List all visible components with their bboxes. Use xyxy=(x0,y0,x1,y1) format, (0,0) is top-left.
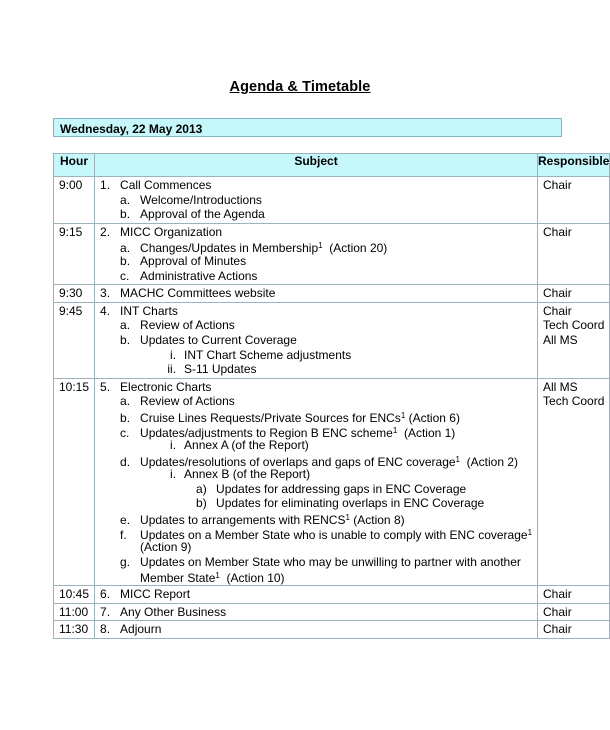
agenda-item xyxy=(100,453,532,468)
agenda-item xyxy=(100,348,532,363)
table-row xyxy=(54,621,610,639)
responsible-name: Chair xyxy=(543,622,572,637)
hour-cell: 9:45 xyxy=(54,302,95,378)
agenda-item xyxy=(100,482,532,497)
agenda-item xyxy=(100,511,532,526)
item-text: Approval of the Agenda xyxy=(140,207,265,222)
agenda-item xyxy=(100,304,532,319)
item-text: Updates on Member State who may be unwilling to partner with another xyxy=(140,554,521,569)
item-marker: c. xyxy=(120,425,130,440)
item-text: Any Other Business xyxy=(120,604,227,619)
item-text: MICC Report xyxy=(120,587,191,602)
item-marker: b. xyxy=(120,207,131,222)
header-hour: Hour xyxy=(54,154,95,177)
item-marker: 7. xyxy=(100,604,111,619)
item-marker: b. xyxy=(120,253,131,268)
footnote-mark: 1 xyxy=(215,571,220,581)
item-text: Member State xyxy=(140,571,216,586)
item-action: (Action 1) xyxy=(397,425,456,440)
agenda-item xyxy=(100,193,532,208)
footnote-mark: 1 xyxy=(527,527,533,537)
item-marker: b. xyxy=(120,410,131,425)
item-text: INT Chart Scheme adjustments xyxy=(184,347,352,362)
hour-cell: 11:00 xyxy=(54,603,95,621)
hour-cell: 9:30 xyxy=(54,285,95,303)
footnote-mark: 1 xyxy=(392,425,398,435)
agenda-item xyxy=(100,254,532,269)
agenda-item xyxy=(100,178,532,193)
item-marker: 2. xyxy=(100,224,111,239)
item-action: (Action 8) xyxy=(349,513,405,528)
table-row xyxy=(54,603,610,621)
item-text: MICC Organization xyxy=(120,224,223,239)
hour-cell: 10:45 xyxy=(54,586,95,604)
item-text: Updates for eliminating overlaps in ENC Coverage xyxy=(216,496,485,511)
agenda-item xyxy=(100,318,532,333)
table-header-row xyxy=(54,154,610,177)
footnote-mark: 1 xyxy=(345,513,350,523)
agenda-item xyxy=(100,587,532,602)
item-marker: 4. xyxy=(100,303,111,318)
subject-cell xyxy=(95,285,538,303)
document-title: Agenda & Timetable xyxy=(229,79,371,95)
responsible-cell xyxy=(538,603,610,621)
item-marker: a. xyxy=(120,192,131,207)
item-text: Call Commences xyxy=(120,178,212,192)
agenda-item xyxy=(100,555,532,570)
agenda-item xyxy=(100,333,532,348)
agenda-item xyxy=(100,424,532,439)
subject-cell xyxy=(95,378,538,585)
responsible-cell xyxy=(538,223,610,284)
footnote-mark: 1 xyxy=(400,410,406,420)
agenda-item xyxy=(100,225,532,240)
responsible-cell xyxy=(538,621,610,639)
item-marker: e. xyxy=(120,513,131,528)
item-text: Updates for addressing gaps in ENC Coverage xyxy=(216,481,467,496)
agenda-item xyxy=(100,467,532,482)
table-row xyxy=(54,177,610,224)
responsible-name: Chair xyxy=(543,604,572,619)
item-marker: b. xyxy=(120,332,131,347)
item-text: Updates on a Member State who is unable to comply with ENC coverage xyxy=(140,527,528,542)
agenda-item xyxy=(100,380,532,395)
hour-cell: 9:15 xyxy=(54,223,95,284)
responsible-cell xyxy=(538,177,610,224)
subject-cell xyxy=(95,177,538,224)
agenda-item xyxy=(100,605,532,620)
item-text: Updates to Current Coverage xyxy=(140,332,297,347)
item-marker: 5. xyxy=(100,379,111,394)
responsible-cell xyxy=(538,302,610,378)
hour-cell: 9:00 xyxy=(54,177,95,224)
footnote-mark: 1 xyxy=(455,454,460,464)
agenda-item xyxy=(100,569,532,584)
item-text: Review of Actions xyxy=(140,318,235,333)
item-marker: 3. xyxy=(100,286,111,301)
item-marker: c. xyxy=(120,268,130,283)
item-text: Annex B (of the Report) xyxy=(184,467,311,482)
date-text: Wednesday, 22 May 2013 xyxy=(60,122,203,136)
item-text: S-11 Updates xyxy=(184,362,257,377)
item-text: Updates/adjustments to Region B ENC scheme xyxy=(140,425,393,440)
agenda-item xyxy=(100,362,532,377)
responsible-cell xyxy=(538,285,610,303)
item-marker: i. xyxy=(170,438,177,453)
table-row xyxy=(54,223,610,284)
agenda-item xyxy=(100,239,532,254)
item-text: Cruise Lines Requests/Private Sources for ENCs xyxy=(140,410,401,425)
responsible-cell xyxy=(538,586,610,604)
item-marker: a. xyxy=(120,241,131,256)
item-marker: i. xyxy=(170,347,177,362)
responsible-name: All MS xyxy=(543,332,578,347)
agenda-item xyxy=(100,409,532,424)
agenda-body xyxy=(54,177,610,639)
item-text: Updates/resolutions of overlaps and gaps of ENC coverage xyxy=(140,454,456,469)
table-row xyxy=(54,285,610,303)
responsible-name: Chair xyxy=(543,286,572,301)
item-text: Approval of Minutes xyxy=(140,253,247,268)
footnote-mark: 1 xyxy=(318,241,323,251)
item-marker: 8. xyxy=(100,622,111,637)
item-text: Electronic Charts xyxy=(120,379,212,394)
date-banner xyxy=(53,118,562,137)
agenda-item xyxy=(100,622,532,637)
subject-cell xyxy=(95,223,538,284)
agenda-item xyxy=(100,394,532,409)
header-subject: Subject xyxy=(95,154,538,177)
item-marker: a) xyxy=(196,481,207,496)
item-action: (Action 10) xyxy=(219,571,285,586)
responsible-name: All MS xyxy=(543,379,578,394)
agenda-item xyxy=(100,526,532,541)
subject-cell xyxy=(95,302,538,378)
agenda-item xyxy=(100,540,532,555)
table-row xyxy=(54,302,610,378)
responsible-cell xyxy=(538,378,610,585)
agenda-item xyxy=(100,269,532,284)
responsible-name: Chair xyxy=(543,303,572,318)
hour-cell: 11:30 xyxy=(54,621,95,639)
subject-cell xyxy=(95,621,538,639)
item-text: Updates to arrangements with RENCS xyxy=(140,513,346,528)
item-text: MACHC Committees website xyxy=(120,286,276,301)
item-text: Adjourn xyxy=(120,622,162,637)
item-text: Welcome/Introductions xyxy=(140,192,262,207)
responsible-name: Chair xyxy=(543,224,572,239)
subject-cell xyxy=(95,603,538,621)
item-text: Changes/Updates in Membership xyxy=(140,241,319,256)
agenda-table xyxy=(53,153,610,639)
agenda-item xyxy=(100,207,532,222)
responsible-name: Tech Coord xyxy=(543,318,605,333)
responsible-name: Chair xyxy=(543,178,572,192)
item-text: Administrative Actions xyxy=(140,268,258,283)
item-marker: 1. xyxy=(100,178,111,192)
agenda-item xyxy=(100,496,532,511)
item-marker: f. xyxy=(120,527,127,542)
responsible-name: Tech Coord xyxy=(543,394,605,409)
item-action: (Action 6) xyxy=(405,410,460,425)
item-text: (Action 9) xyxy=(140,540,192,555)
item-marker: a. xyxy=(120,318,131,333)
hour-cell: 10:15 xyxy=(54,378,95,585)
item-marker: d. xyxy=(120,454,131,469)
item-text: INT Charts xyxy=(120,303,178,318)
item-marker: a. xyxy=(120,394,131,409)
agenda-item xyxy=(100,438,532,453)
item-action: (Action 2) xyxy=(460,454,519,469)
subject-cell xyxy=(95,586,538,604)
item-text: Annex A (of the Report) xyxy=(184,438,309,453)
agenda-item xyxy=(100,286,532,301)
table-row xyxy=(54,586,610,604)
responsible-name: Chair xyxy=(543,587,572,602)
item-text: Review of Actions xyxy=(140,394,235,409)
item-marker: g. xyxy=(120,554,131,569)
item-marker: ii. xyxy=(167,362,177,377)
item-marker: i. xyxy=(170,467,177,482)
header-responsible: Responsible xyxy=(538,154,610,177)
item-marker: b) xyxy=(196,496,207,511)
item-action: (Action 20) xyxy=(322,241,388,256)
table-row xyxy=(54,378,610,585)
item-marker: 6. xyxy=(100,587,111,602)
